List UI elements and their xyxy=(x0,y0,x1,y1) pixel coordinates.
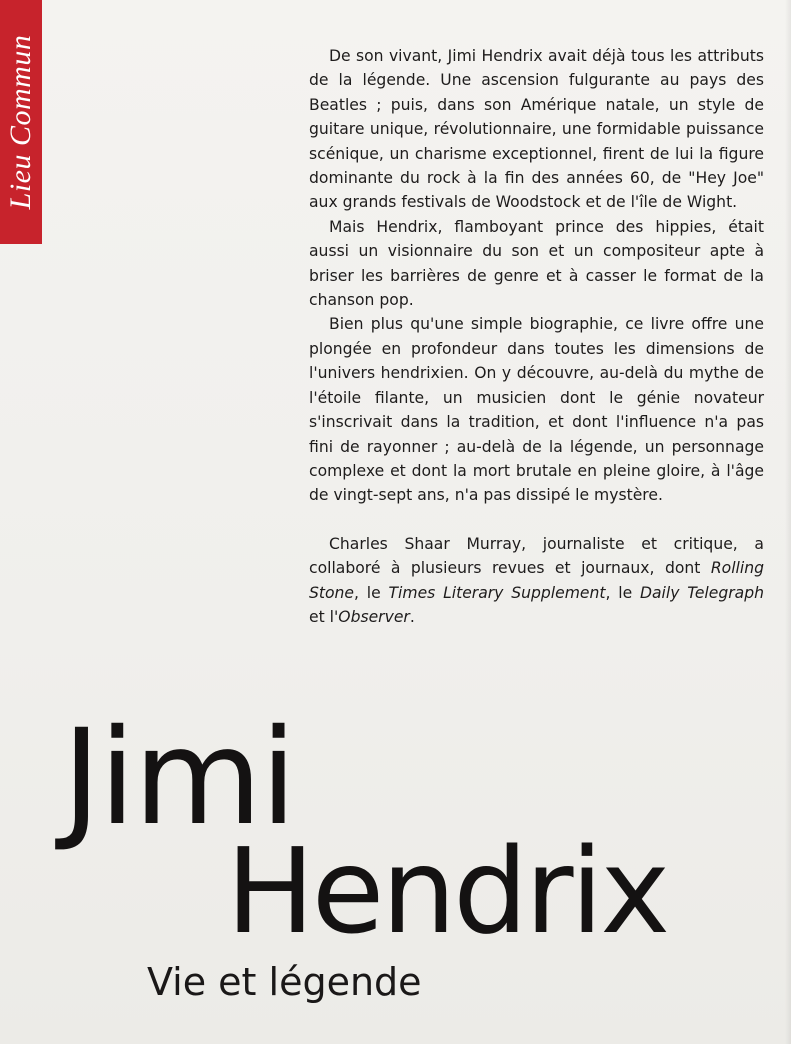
subtitle: Vie et légende xyxy=(147,960,422,1004)
author-bio-intro: Charles Shaar Murray, journaliste et critique, a collaboré à plusieurs revues et journaux, dont xyxy=(309,534,764,578)
author-bio-separator: , le xyxy=(605,583,640,602)
author-bio-separator: , le xyxy=(354,583,389,602)
author-bio-separator: et l' xyxy=(309,607,339,626)
collection-label: Lieu Commun xyxy=(4,34,37,210)
collection-tab xyxy=(0,0,42,244)
author-bio xyxy=(309,532,764,630)
publication-rolling-stone: Rolling Stone xyxy=(309,559,764,602)
blurb-paragraph-1: De son vivant, Jimi Hendrix avait déjà tous les attributs de la légende. Une ascension fulgurante au pays des Beatles ; puis, dans son Amérique natale, un style de guitare unique, révolutionnaire, une formidable puissance scénique, un charisme exceptionnel, firent de lui la figure dominante du rock à la fin des années 60, de "Hey Joe" aux grands festivals de Woodstock et de l'île de Wight. xyxy=(309,47,764,212)
publication-tls: Times Literary Supplement xyxy=(388,583,606,602)
blurb-text xyxy=(309,44,764,629)
title-first-name: Jimi xyxy=(62,701,295,855)
blurb-paragraph-3: Bien plus qu'une simple biographie, ce livre offre une plongée en profondeur dans toutes les dimensions de l'univers hendrixien. On y découvre, au-delà du mythe de l'étoile filante, un musicien dont le génie novateur s'inscrivait dans la tradition, et dont l'influence n'a pas fini de rayonner ; au-delà de la légende, un personnage complexe et dont la mort brutale en pleine gloire, à l'âge de vingt-sept ans, n'a pas dissipé le mystère. xyxy=(309,315,764,505)
blurb-paragraph-2: Mais Hendrix, flamboyant prince des hippies, était aussi un visionnaire du son et un compositeur apte à briser les barrières de genre et à casser le format de la chanson pop. xyxy=(309,217,764,310)
publication-daily-telegraph: Daily Telegraph xyxy=(639,583,765,602)
author-bio-end: . xyxy=(409,607,415,626)
page-edge-shadow xyxy=(785,0,791,1044)
publication-observer: Observer xyxy=(338,607,410,626)
title-last-name: Hendrix xyxy=(226,822,668,960)
